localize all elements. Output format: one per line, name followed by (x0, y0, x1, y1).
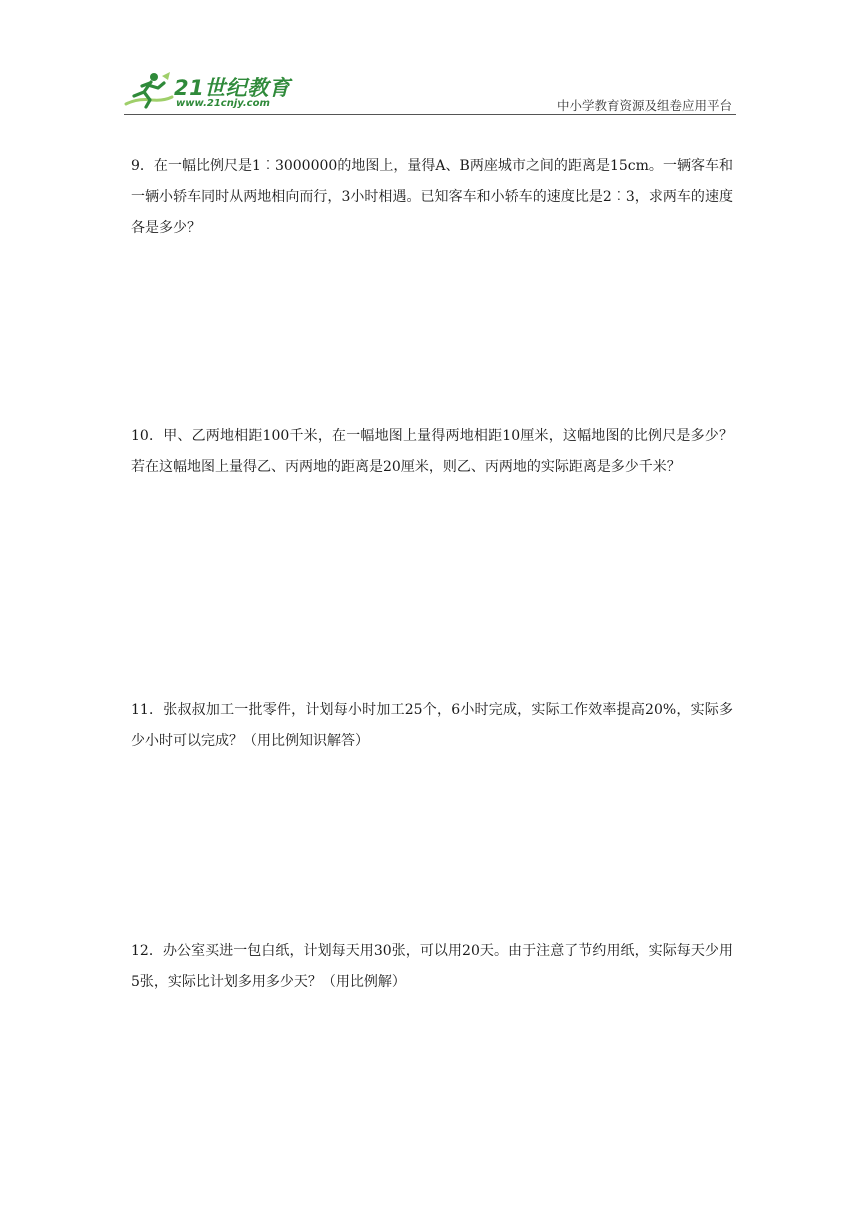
question-12: 12．办公室买进一包白纸，计划每天用30张，可以用20天。由于注意了节约用纸，实际每天少用5张，实际比计划多用多少天？（用比例解） (131, 943, 733, 990)
question-9: 9．在一幅比例尺是1︰3000000的地图上，量得A、B两座城市之间的距离是15cm。一辆客车和一辆小轿车同时从两地相向而行，3小时相遇。已知客车和小轿车的速度比是2︰3，求两车的速度各是多少？ (131, 158, 733, 236)
platform-label: 中小学教育资源及组卷应用平台 (556, 98, 732, 113)
logo (124, 68, 294, 114)
page-header (124, 68, 736, 116)
question-11: 11．张叔叔加工一批零件，计划每小时加工25个，6小时完成，实际工作效率提高20%，实际多少小时可以完成？（用比例知识解答） (131, 702, 733, 749)
logo-url: www.21cnjy.com (176, 98, 270, 109)
question-10: 10．甲、乙两地相距100千米，在一幅地图上量得两地相距10厘米，这幅地图的比例尺是多少？若在这幅地图上量得乙、丙两地的距离是20厘米，则乙、丙两地的实际距离是多少千米？ (131, 428, 733, 475)
header-divider (124, 114, 736, 115)
running-figure-icon (124, 70, 174, 110)
logo-text: 21世纪教育 (174, 76, 291, 100)
